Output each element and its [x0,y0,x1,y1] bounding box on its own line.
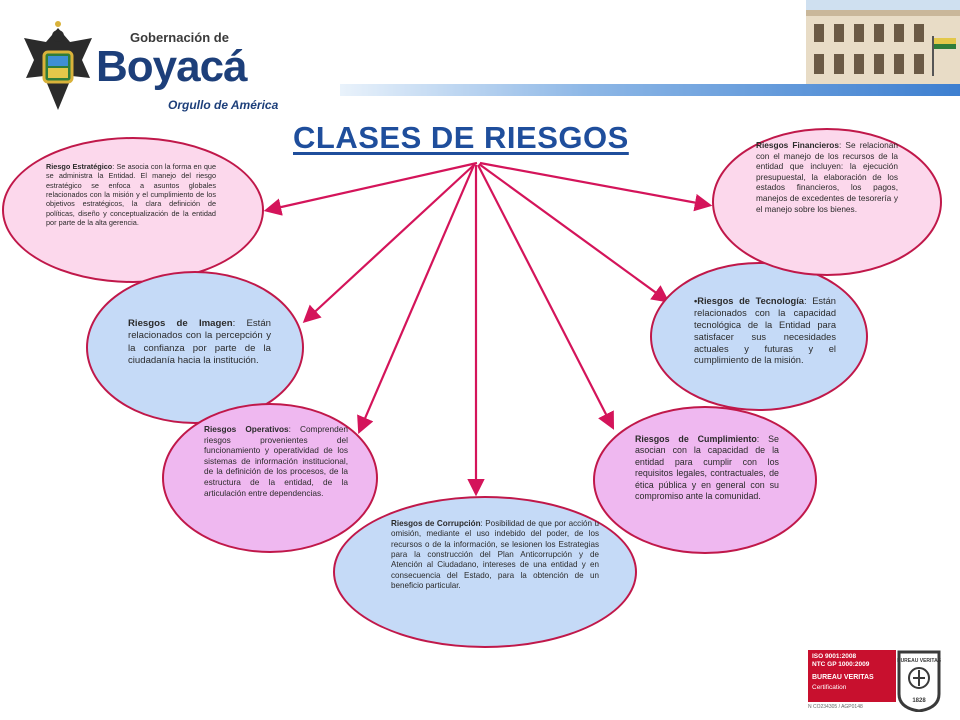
text-riesgos-corrupcion [391,519,599,592]
desc-riesgos-tecnologia: : Están relacionados con la capacidad tecnológica de la Entidad para satisfacer sus necesidades actuales y futuras y el cumplimiento de la misión. [694,296,836,366]
arrow-to-imagen [306,164,475,320]
arrow-to-tecnologia [479,164,666,300]
desc-riesgo-estrategico: : Se asocia con la forma en que se administra la Entidad. El manejo del riesgo estratégico se enfoca a asuntos globales relacionados con la misión y el cumplimiento de los objetivos estratégicos, la clara definición de políticas, diseño y conceptualización de la entidad por parte de la alta gerencia. [46,162,216,227]
text-riesgos-financieros [756,140,898,214]
label-riesgos-cumplimiento: Riesgos de Cumplimiento [635,434,757,444]
text-riesgos-imagen [128,318,271,367]
arrow-to-financieros [480,163,708,205]
text-riesgos-tecnologia [694,296,836,367]
logo-name: Boyacá [96,42,247,91]
cert-bureau: BUREAU VERITAS [812,674,874,681]
logo-tagline: Orgullo de América [168,98,279,112]
arrow-to-cumplimiento [478,165,612,426]
seal-text: BUREAU VERITAS [896,658,942,664]
arrow-to-estrategico [268,163,477,210]
label-riesgos-corrupcion: Riesgos de Corrupción [391,519,481,528]
arrow-to-operativos [360,165,474,430]
cert-iso: ISO 9001:2008 [812,653,857,660]
desc-riesgos-financieros: : Se relacionan con el manejo de los recursos de la entidad que incluyen: la ejecución presupuestal, la elaboración de los estados financieros, los pagos, manejos de excedentes de tesorería y el manejo sobre los bienes. [756,140,898,214]
label-riesgo-estrategico: Riesgo Estratégico [46,162,113,171]
logo-subtitle: Gobernación de [130,30,229,45]
label-riesgos-financieros: Riesgos Financieros [756,140,839,150]
desc-riesgos-operativos: : Comprenden riesgos provenientes del funcionamiento y operatividad de los sistemas de información institucional, de la definición de los procesos, de la estructura de la entidad, de la articulación entre dependencias. [204,424,348,498]
certification-badge [808,650,942,712]
desc-riesgos-corrupcion: : Posibilidad de que por acción u omisión, mediante el uso indebido del poder, de los recursos o de la información, se lesionen los Estrategias para la construcción del Plan Anticorrupción y de Atención al Ciudadano, intereses de una entidad y en consecuencia del Estado, para la obtención de un beneficio particular. [391,519,599,591]
bureau-veritas-seal-icon [896,650,942,712]
text-riesgos-cumplimiento [635,434,779,502]
certification-box [808,650,896,702]
cert-ntc: NTC GP 1000:2009 [812,661,870,668]
seal-year: 1828 [912,698,926,704]
label-riesgos-operativos: Riesgos Operativos [204,424,289,434]
cert-number: N CO234305 / AGP0148 [808,704,863,710]
label-riesgos-tecnologia: •Riesgos de Tecnología [694,296,804,306]
page-title: CLASES DE RIESGOS [293,120,629,155]
desc-riesgos-cumplimiento: : Se asocian con la capacidad de la entidad para cumplir con los requisitos legales, contractuales, de ética pública y en general con su compromiso ante la comunidad. [635,434,779,501]
desc-riesgos-imagen: : Están relacionados con la percepción y la confianza por parte de la ciudadanía hacia la institución. [128,318,271,366]
text-riesgo-estrategico [46,162,216,227]
cert-certification: Certification [812,684,847,691]
label-riesgos-imagen: Riesgos de Imagen [128,318,233,329]
text-riesgos-operativos [204,424,348,498]
